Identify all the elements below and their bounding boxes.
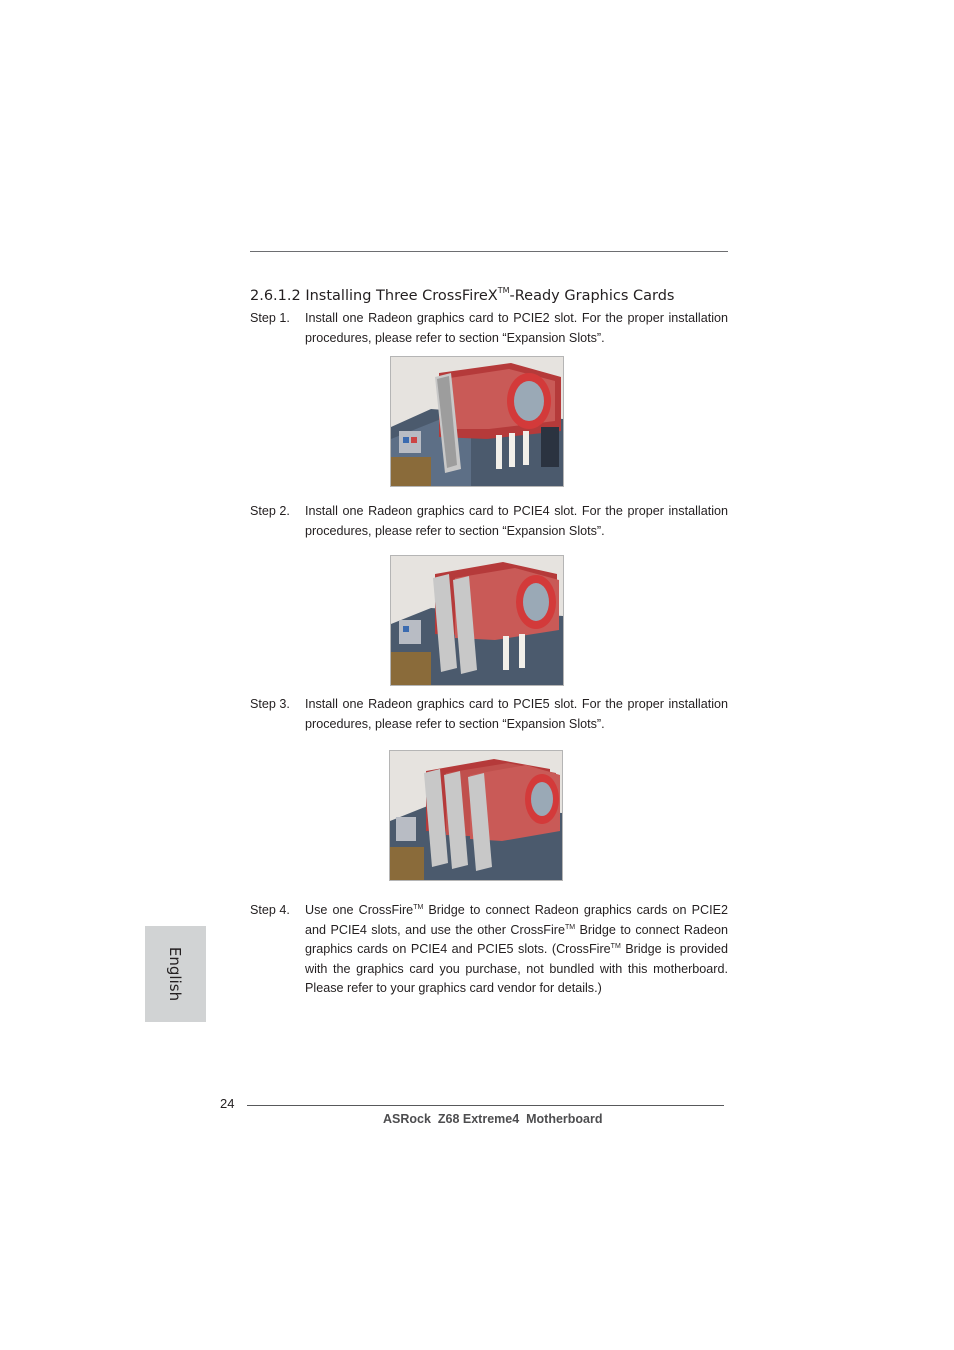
step-label: Step 3.: [250, 697, 290, 711]
language-tab: [145, 926, 206, 1022]
step-text: Use one CrossFire™ Bridge to connect Radeon graphics cards on PCIE2 and PCIE4 slots, and use the other CrossFire™ Bridge to connect Radeon graphics cards on PCIE4 and PCIE5 slots. (CrossFire™ Bridge is provided with the graphics card you purchase, not bundled with this motherboard. Please refer to your graphics card vendor for details.): [305, 903, 728, 995]
section-heading: 2.6.1.2 Installing Three CrossFireX™-Ready Graphics Cards: [250, 286, 675, 304]
step-label: Step 4.: [250, 903, 290, 917]
step-text: Install one Radeon graphics card to PCIE2 slot. For the proper installation procedures, please refer to section “Expansion Slots”.: [305, 311, 728, 345]
step-text: Install one Radeon graphics card to PCIE4 slot. For the proper installation procedures, please refer to section “Expansion Slots”.: [305, 504, 728, 538]
step-label: Step 1.: [250, 311, 290, 325]
step-4: [250, 901, 728, 999]
page-number: 24: [220, 1096, 235, 1111]
step-2: [250, 502, 728, 541]
step-text: Install one Radeon graphics card to PCIE5 slot. For the proper installation procedures, please refer to section “Expansion Slots”.: [305, 697, 728, 731]
step-label: Step 2.: [250, 504, 290, 518]
photo-two-graphics-cards: [390, 555, 564, 686]
language-label: English: [166, 946, 185, 1002]
photo-one-graphics-card: [390, 356, 564, 487]
footer-product-name: ASRock Z68 Extreme4 Motherboard: [383, 1112, 603, 1126]
footer-rule: [247, 1105, 724, 1106]
header-rule: [250, 251, 728, 252]
step-1: [250, 309, 728, 348]
step-3: [250, 695, 728, 734]
photo-three-graphics-cards: [389, 750, 563, 881]
